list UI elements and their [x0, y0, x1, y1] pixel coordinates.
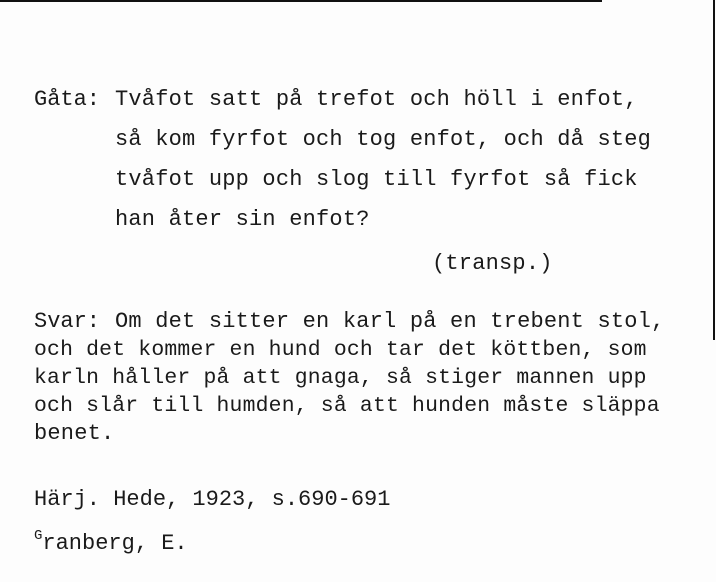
riddle-line-2: så kom fyrfot och tog enfot, och då steg: [115, 127, 652, 152]
answer-line-1: Om det sitter en karl på en trebent stol,: [115, 309, 665, 334]
collector-rest: ranberg, E.: [42, 531, 188, 556]
riddle-label: Gåta:: [34, 87, 101, 112]
riddle-note: (transp.): [432, 251, 553, 276]
card-top-border: [0, 0, 602, 2]
answer-line-3: karln håller på att gnaga, så stiger mannen upp: [34, 366, 647, 390]
riddle-line-1: Tvåfot satt på trefot och höll i enfot,: [115, 87, 638, 112]
answer-label: Svar:: [34, 309, 101, 334]
answer-line-2: och det kommer en hund och tar det köttben, som: [34, 338, 647, 362]
answer-line-5: benet.: [34, 421, 115, 446]
collector-initial: G: [34, 528, 43, 544]
card-right-border: [713, 0, 715, 340]
collector-name: [34, 530, 188, 560]
answer-line-4: och slår till humden, så att hunden måste släppa: [34, 394, 660, 418]
riddle-line-3: tvåfot upp och slog till fyrfot så fick: [115, 167, 638, 192]
source-place: Härj. Hede, 1923, s.690-691: [34, 487, 391, 512]
riddle-line-4: han åter sin enfot?: [115, 207, 370, 232]
